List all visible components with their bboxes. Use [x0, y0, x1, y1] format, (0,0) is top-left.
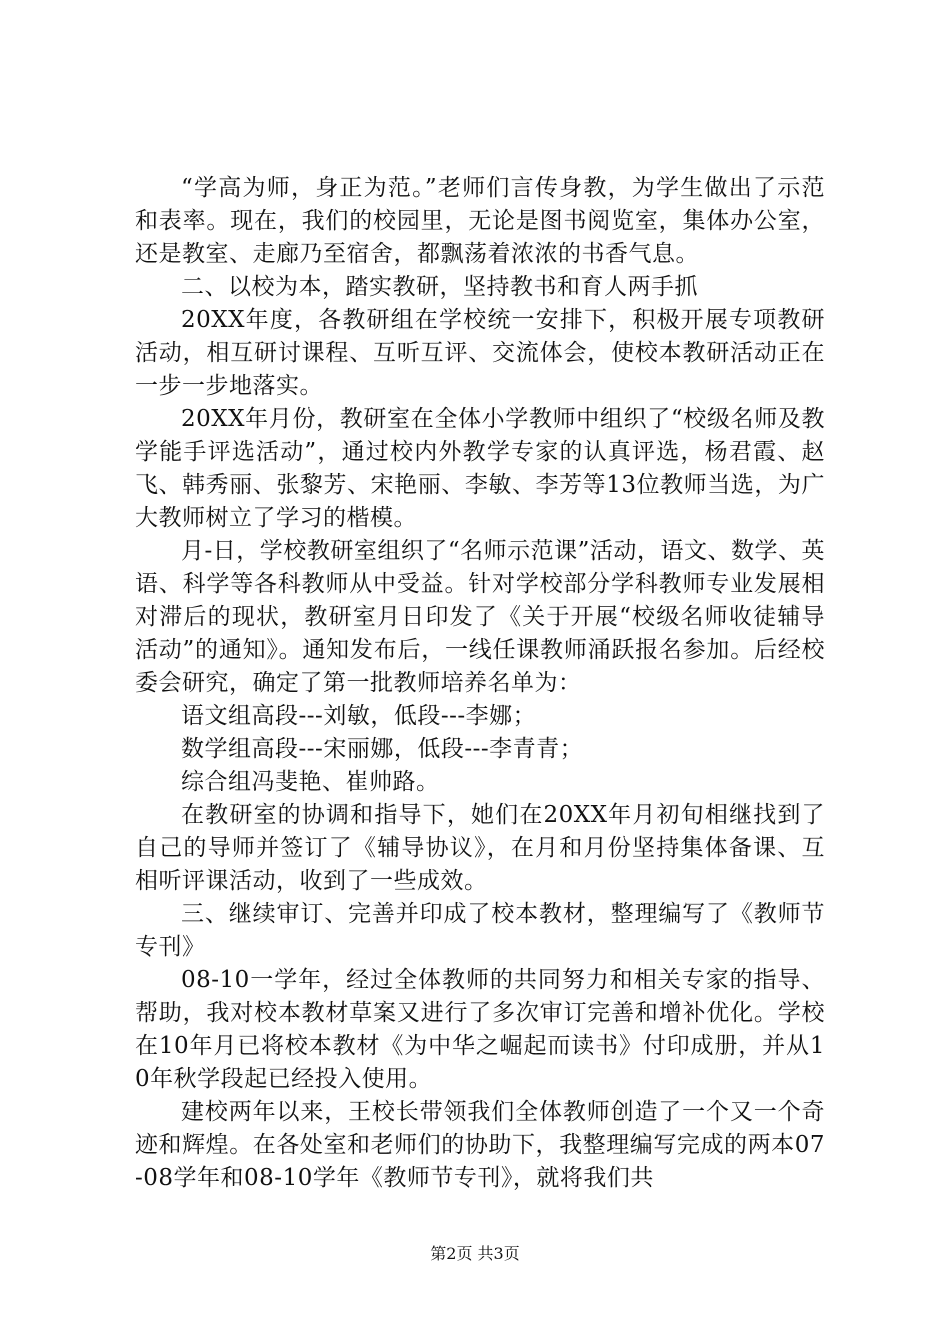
paragraph-9: 在教研室的协调和指导下，她们在20XX年月初旬相继找到了自己的导师并签订了《辅导协议》，在月和月份坚持集体备课、互相听评课活动，收到了一些成效。 — [135, 802, 825, 894]
document-body — [135, 172, 825, 1195]
paragraph-11: 08-10一学年，经过全体教师的共同努力和相关专家的指导、帮助，我对校本教材草案又进行了多次审订完善和增补优化。学校在10年月已将校本教材《为中华之崛起而读书》付印成册，并从10年秋学段起已经投入使用。 — [135, 967, 825, 1092]
paragraph-4: 20XX年月份，教研室在全体小学教师中组织了“校级名师及教学能手评选活动”，通过校内外教学专家的认真评选，杨君霞、赵飞、韩秀丽、张黎芳、宋艳丽、李敏、李芳等13位教师当选，为广大教师树立了学习的楷模。 — [135, 406, 825, 531]
list-item-math-group: 数学组高段---宋丽娜，低段---李青青； — [181, 736, 584, 762]
paragraph-12: 建校两年以来，王校长带领我们全体教师创造了一个又一个奇迹和辉煌。在各处室和老师们的协助下，我整理编写完成的两本07-08学年和08-10学年《教师节专刊》，就将我们共 — [135, 1099, 825, 1191]
section-heading-2: 二、以校为本，踏实教研，坚持教书和育人两手抓 — [181, 274, 698, 300]
list-item-general-group: 综合组冯斐艳、崔帅路。 — [181, 769, 440, 795]
paragraph-1: “学高为师，身正为范。”老师们言传身教，为学生做出了示范和表率。现在，我们的校园里，无论是图书阅览室，集体办公室，还是教室、走廊乃至宿舍，都飘荡着浓浓的书香气息。 — [135, 175, 825, 267]
list-item-chinese-group: 语文组高段---刘敏，低段---李娜； — [181, 703, 537, 729]
paragraph-5: 月-日，学校教研室组织了“名师示范课”活动，语文、数学、英语、科学等各科教师从中受益。针对学校部分学科教师专业发展相对滞后的现状，教研室月日印发了《关于开展“校级名师收徒辅导活动”的通知》。通知发布后，一线任课教师涌跃报名参加。后经校委会研究，确定了第一批教师培养名单为： — [135, 538, 825, 696]
section-heading-3: 三、继续审订、完善并印成了校本教材，整理编写了《教师节专刊》 — [135, 901, 825, 960]
page-footer: 第2页 共3页 — [430, 1244, 520, 1263]
paragraph-3: 20XX年度，各教研组在学校统一安排下，积极开展专项教研活动，相互研讨课程、互听互评、交流体会，使校本教研活动正在一步一步地落实。 — [135, 307, 825, 399]
